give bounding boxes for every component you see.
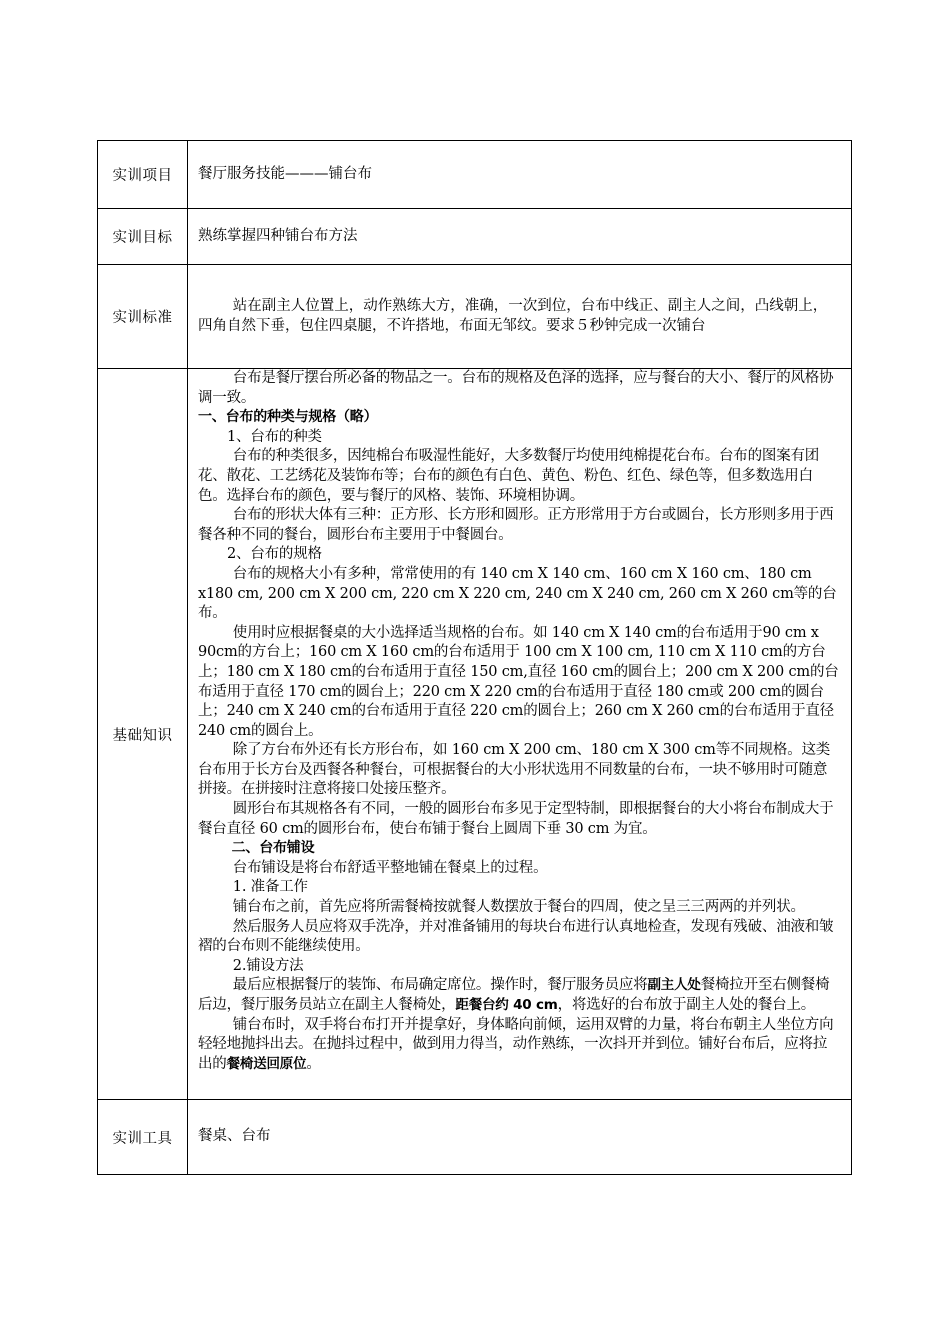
knowledge-label: 基础知识 — [98, 369, 188, 1100]
standard-label: 实训标准 — [98, 265, 188, 369]
section1-paragraph: 台布的种类很多，因纯棉台布吸湿性能好，大多数餐厅均使用纯棉提花台布。台布的图案有团花、散花、工艺绣花及装饰布等；台布的颜色有白色、黄色、粉色、红色、绿色等，但多数选用白色。选择台布的颜色，要与餐厅的风格、装饰、环境相协调。 — [198, 448, 820, 504]
goal-value: 熟练掌握四种铺台布方法 — [188, 209, 852, 265]
section2-subheading-prep: 1. 准备工作 — [232, 879, 308, 896]
standard-value: 站在副主人位置上，动作熟练大方，准确，一次到位，台布中线正、副主人之间，凸线朝上，四角自然下垂，包住四桌腿，不许搭地，布面无邹纹。要求５秒钟完成一次铺台 — [198, 297, 828, 334]
row-goal — [98, 209, 852, 265]
bold-text: 副主人处 — [647, 977, 701, 994]
section1-paragraph: 台布的规格大小有多种，常常使用的有 140 cm X 140 cm、160 cm X 160 cm、180 cm x180 cm, 200 cm X 200 cm, 220 cm X 220 cm, 240 cm X 240 cm, 260 cm X 260 cm等的台布。 — [198, 565, 837, 622]
section2-intro: 台布铺设是将台布舒适平整地铺在餐桌上的过程。 — [232, 859, 548, 876]
project-label: 实训项目 — [98, 141, 188, 209]
training-sheet-table — [97, 140, 852, 1175]
section1-paragraph: 除了方台布外还有长方形台布，如 160 cm X 200 cm、180 cm X 300 cm等不同规格。这类台布用于长方台及西餐各种餐台，可根据餐台的大小形状选用不同数量的台布，一块不够用时可随意拼接。在拼接时注意将接口处接压整齐。 — [198, 742, 831, 798]
tools-value: 餐桌、台布 — [188, 1100, 852, 1175]
section2-subheading-method: 2.铺设方法 — [232, 957, 304, 974]
section1-paragraph: 台布的形状大体有三种：正方形、长方形和圆形。正方形常用于方台或圆台，长方形则多用于西餐各种不同的餐台，圆形台布主要用于中餐圆台。 — [198, 507, 834, 543]
text-span: 。 — [306, 1055, 321, 1072]
text-span: 餐椅拉开至右侧餐椅后边，餐厅服务员站立在副主人餐椅处， — [198, 977, 830, 1013]
section2-paragraph: 然后服务人员应将双手洗净，并对准备铺用的每块台布进行认真地检查，发现有残破、油液和皱褶的台布则不能继续使用。 — [198, 918, 834, 955]
row-tools — [98, 1100, 852, 1175]
text-span: 铺台布时，双手将台布打开并提拿好，身体略向前倾，运用双臂的力量，将台布朝主人坐位方向轻轻地抛抖出去。在抛抖过程中，做到用力得当，动作熟练，一次抖开并到位。铺好台布后，应将拉出的 — [198, 1016, 834, 1072]
standard-cell — [188, 265, 852, 369]
section1-heading: 一、台布的种类与规格（略） — [198, 409, 378, 426]
text-span: ，将选好的台布放于副主人处的餐台上。 — [557, 997, 816, 1013]
section2-heading: 二、台布铺设 — [231, 840, 315, 857]
row-project — [98, 141, 852, 209]
goal-label: 实训目标 — [98, 209, 188, 265]
bold-text: 距餐台约 40 cm — [455, 997, 558, 1013]
knowledge-cell — [188, 369, 852, 1100]
row-knowledge — [98, 369, 852, 1100]
project-value: 餐厅服务技能———铺台布 — [188, 141, 852, 209]
knowledge-intro: 台布是餐厅摆台所必备的物品之一。台布的规格及色泽的选择，应与餐台的大小、餐厅的风格协调一致。 — [198, 370, 834, 406]
text-span: 最后应根据餐厅的装饰、布局确定席位。操作时，餐厅服务员应将 — [232, 977, 648, 994]
section1-subheading-specs: 2、台布的规格 — [227, 546, 322, 563]
section1-paragraph: 使用时应根据餐桌的大小选择适当规格的台布。如 140 cm X 140 cm的台布适用于90 cm x 90cm的方台上；160 cm X 160 cm的台布适用于 100 cm X 100 cm, 110 cm X 110 cm的方台上；180 cm X 180 cm的台布适用于直径 150 cm,直径 160 cm的圆台上；200 cm X 200 cm的台布适用于直径 170 cm的圆台上；220 cm X 220 cm的台布适用于直径 180 cm或 200 cm的圆台上；240 cm X 240 cm的台布适用于直径 220 cm的圆台上；260 cm X 260 cm的台布适用于直径 240 cm的圆台上。 — [198, 624, 839, 739]
section2-paragraph: 铺台布之前，首先应将所需餐椅按就餐人数摆放于餐台的四周，使之呈三三两两的并列状。 — [232, 899, 805, 916]
bold-text: 餐椅送回原位 — [226, 1055, 307, 1072]
tools-label: 实训工具 — [98, 1100, 188, 1175]
section1-subheading-types: 1、台布的种类 — [227, 428, 322, 445]
section2-paragraph-spread — [198, 1016, 841, 1075]
section2-paragraph-method — [198, 976, 841, 1015]
section1-paragraph: 圆形台布其规格各有不同，一般的圆形台布多见于定型特制，即根据餐台的大小将台布制成大于餐台直径 60 cm的圆形台布，使台布铺于餐台上圆周下垂 30 cm 为宜。 — [198, 801, 834, 837]
row-standard — [98, 265, 852, 369]
